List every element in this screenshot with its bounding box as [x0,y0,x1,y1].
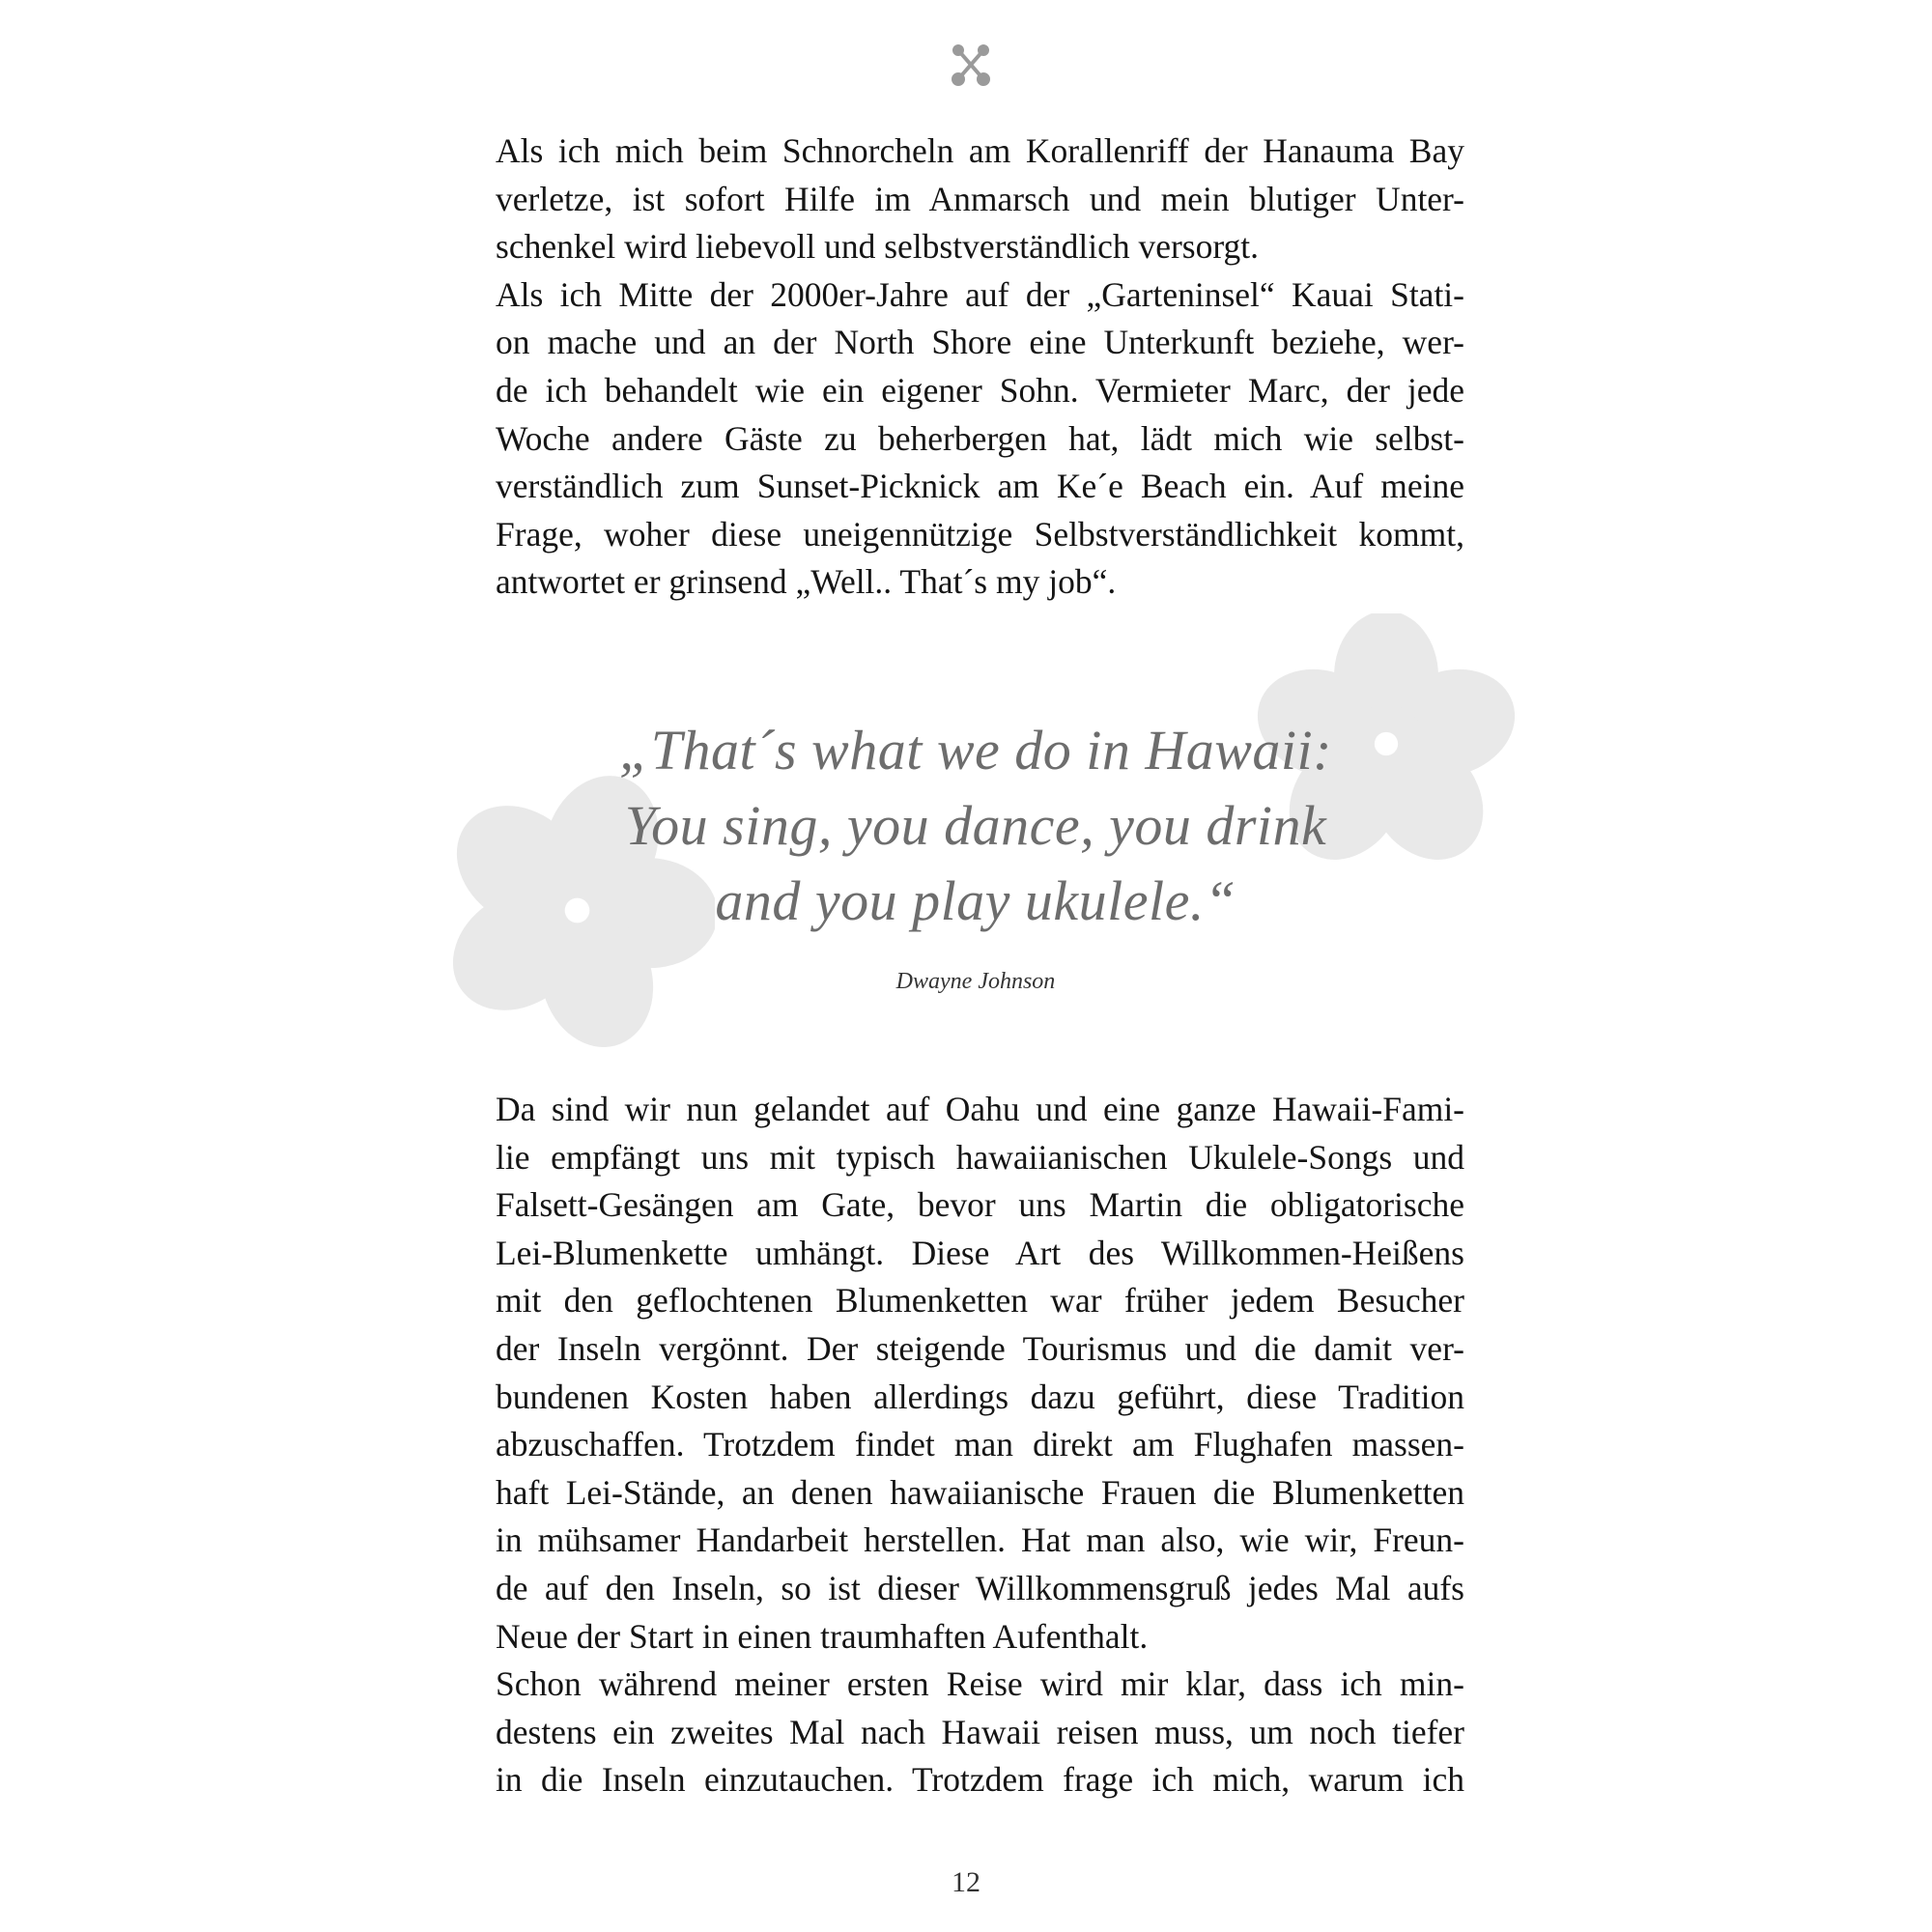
pull-quote [541,713,1410,939]
text-line: Als ich Mitte der 2000er-Jahre auf der „Garteninsel“ Kauai Stati- [496,274,1464,314]
text-line: in die Inseln einzutauchen. Trotzdem frage ich mich, warum ich [496,1760,1464,1800]
text-line: in mühsamer Handarbeit herstellen. Hat man also, wie wir, Freun- [496,1520,1464,1560]
text-line: Als ich mich beim Schnorcheln am Korallenriff der Hanauma Bay [496,131,1464,170]
text-line: Schon während meiner ersten Reise wird mir klar, dass ich min- [496,1664,1464,1704]
body-text-top [496,128,1464,607]
text-line: on mache und an der North Shore eine Unterkunft beziehe, wer- [496,323,1464,362]
text-line: destens ein zweites Mal nach Hawaii reisen muss, um noch tiefer [496,1712,1464,1751]
text-line: abzuschaffen. Trotzdem findet man direkt am Flughafen massen- [496,1425,1464,1464]
text-line: antwortet er grinsend „Well.. That´s my job“. [496,562,1117,602]
text-line: haft Lei-Stände, an denen hawaiianische Frauen die Blumenketten [496,1472,1464,1512]
crossed-ornament-icon [947,41,995,89]
text-line: mit den geflochtenen Blumenketten war früher jedem Besucher [496,1281,1464,1321]
page-number: 12 [952,1866,980,1898]
text-line: schenkel wird liebevoll und selbstverständlich versorgt. [496,227,1260,267]
paragraph [496,128,1464,271]
text-line: verständlich zum Sunset-Picknick am Ke´e Beach ein. Auf meine [496,467,1464,506]
paragraph [496,1661,1464,1804]
quote-attribution: Dwayne Johnson [895,969,1056,994]
quote-line: and you play ukulele.“ [715,869,1236,932]
text-line: Frage, woher diese uneigennützige Selbstverständlichkeit kommt, [496,514,1464,554]
text-line: de auf den Inseln, so ist dieser Willkommensgruß jedes Mal aufs [496,1568,1464,1607]
text-line: verletze, ist sofort Hilfe im Anmarsch und mein blutiger Unter- [496,179,1464,218]
text-line: lie empfängt uns mit typisch hawaiianischen Ukulele-Songs und [496,1137,1464,1177]
paragraph [496,1086,1464,1661]
text-line: der Inseln vergönnt. Der steigende Tourismus und die damit ver- [496,1328,1464,1368]
paragraph [496,271,1464,607]
body-text-bottom [496,1086,1464,1804]
text-line: Lei-Blumenkette umhängt. Diese Art des Willkommen-Heißens [496,1233,1464,1272]
text-line: Woche andere Gäste zu beherbergen hat, lädt mich wie selbst- [496,418,1464,458]
quote-line: You sing, you dance, you drink [624,794,1327,857]
text-line: bundenen Kosten haben allerdings dazu geführt, diese Tradition [496,1377,1464,1416]
text-line: Neue der Start in einen traumhaften Aufenthalt. [496,1616,1149,1656]
text-line: Falsett-Gesängen am Gate, bevor uns Martin die obligatorische [496,1185,1464,1225]
quote-line: „That´s what we do in Hawaii: [619,719,1332,781]
text-line: Da sind wir nun gelandet auf Oahu und eine ganze Hawaii-Fami- [496,1090,1464,1128]
text-line: de ich behandelt wie ein eigener Sohn. Vermieter Marc, der jede [496,370,1464,410]
